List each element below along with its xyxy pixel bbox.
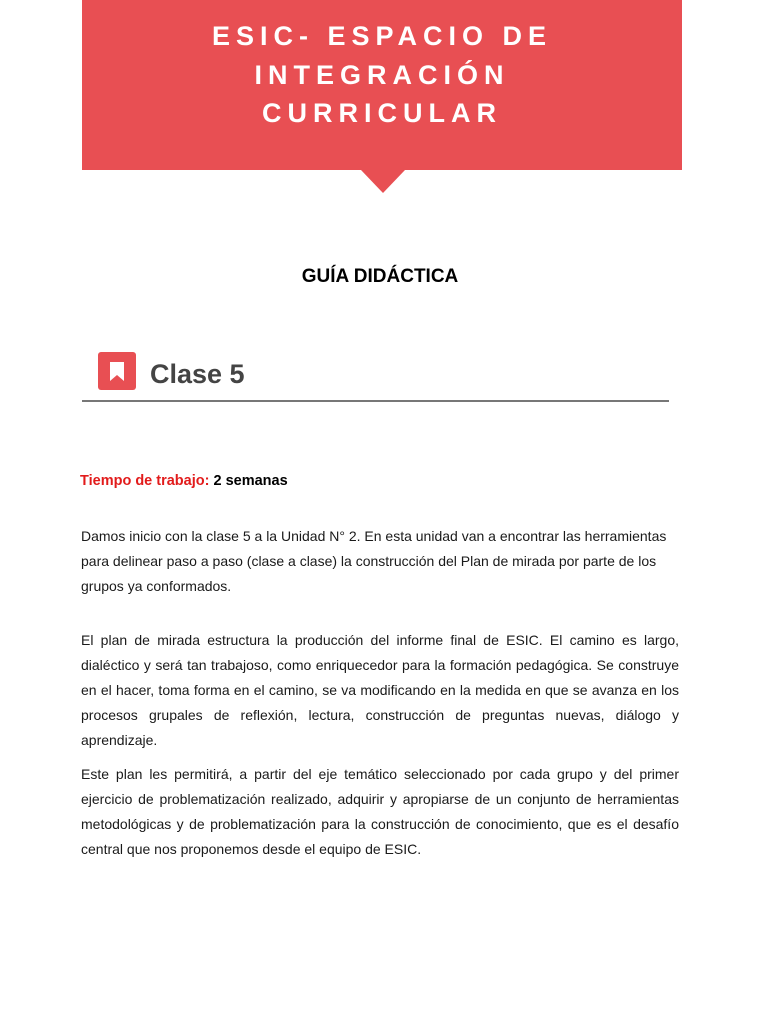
class-title: Clase 5 [150,359,245,389]
paragraph-plan: El plan de mirada estructura la producción del informe final de ESIC. El camino es largo, dialéctico y será tan trabajoso, como enriquecedor para la formación pedagógica. Se construye en el hacer, toma forma en el camino, se va modificando en la medida en que se avanza en los procesos grupales de reflexión, lectura, construcción de preguntas nuevas, diálogo y aprendizaje. [81,632,679,748]
work-time-value: 2 semanas [213,473,288,489]
banner-title-line-3: CURRICULAR [262,98,502,128]
banner-title [82,17,682,133]
banner-title-line-2: INTEGRACIÓN [254,59,510,90]
banner-title-line-1: ESIC- ESPACIO DE [211,21,553,51]
section-divider [82,400,669,402]
bookmark-icon [98,352,136,390]
work-time [80,473,288,489]
banner-notch [361,170,405,193]
paragraph-intro: Damos inicio con la clase 5 a la Unidad N° 2. En esta unidad van a encontrar las herramientas para delinear paso a paso (clase a clase) la construcción del Plan de mirada por parte de los grupos ya conformados. [81,528,667,594]
work-time-label: Tiempo de trabajo: [80,473,210,489]
paragraph-objective: Este plan les permitirá, a partir del eje temático seleccionado por cada grupo y del primer ejercicio de problematización realizado, adquirir y apropiarse de un conjunto de herramientas metodológicas y de problematización para la construcción de conocimiento, que es el desafío central que nos proponemos desde el equipo de ESIC. [81,766,679,857]
document-title: GUÍA DIDÁCTICA [301,266,459,287]
